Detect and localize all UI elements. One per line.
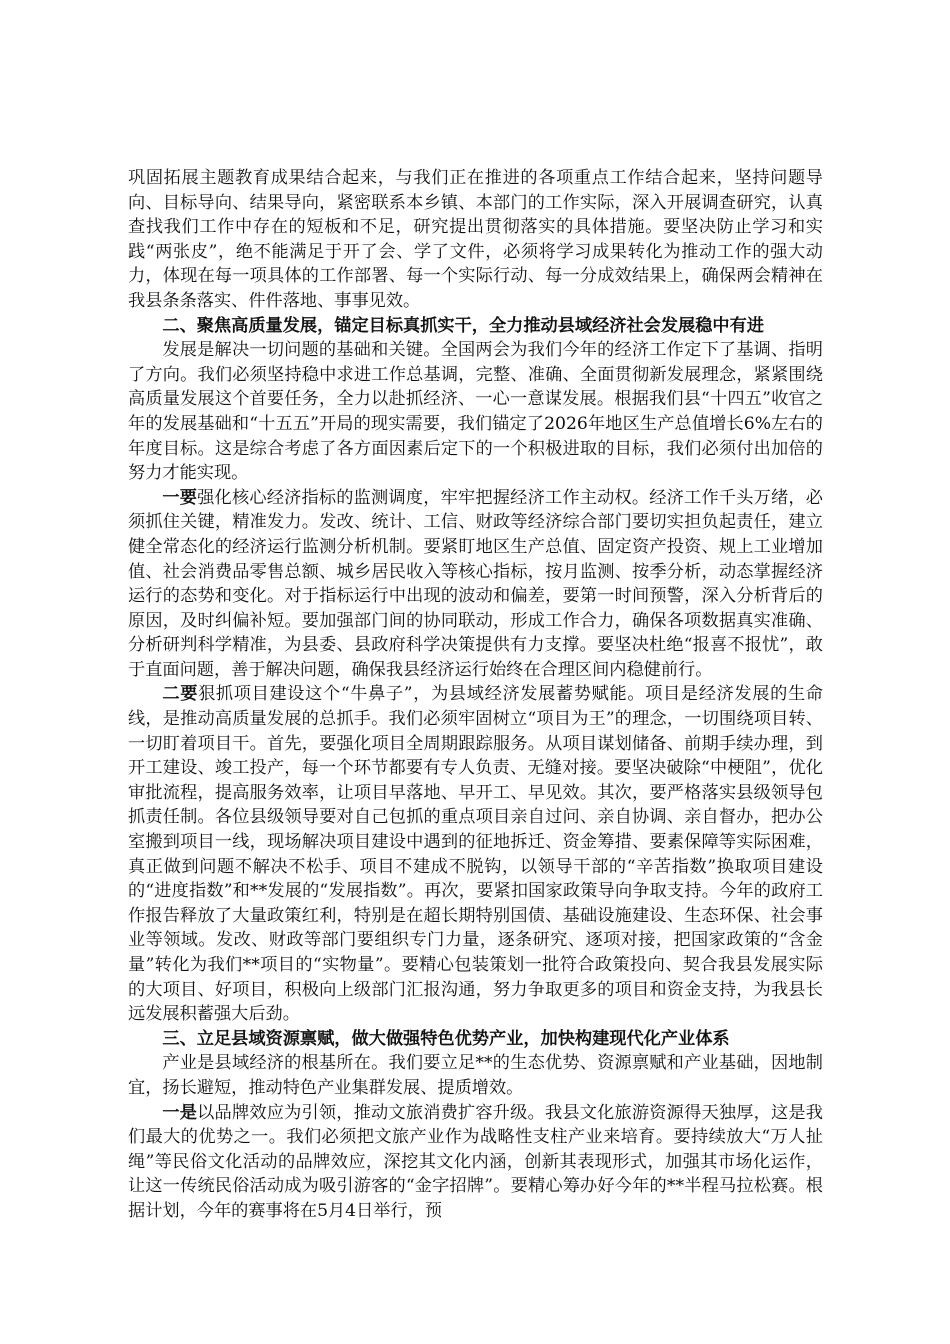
- section-heading-3: 三、立足县域资源禀赋，做大做强特色优势产业，加快构建现代化产业体系: [162, 1028, 730, 1049]
- point-lead: 二要: [162, 684, 199, 705]
- paragraph-body: 产业是县域经济的根基所在。我们要立足**的生态优势、资源禀赋和产业基础，因地制宜，扬长避短，推动特色产业集群发展、提质增效。: [128, 1053, 823, 1098]
- paragraph-body: 发展是解决一切问题的基础和关键。全国两会为我们今年的经济工作定下了基调、指明了方向。我们必须坚持稳中求进工作总基调，完整、准确、全面贯彻新发展理念，紧紧围绕高质量发展这个首要任务，全力以赴抓经济、一心一意谋发展。根据我们县“十四五”收官之年的发展基础和“十五五”开局的现实需要，我们锚定了2026年地区生产总值增长6%左右的年度目标。这是综合考虑了各方面因素后定下的一个积极进取的目标，我们必须付出加倍的努力才能实现。: [128, 340, 823, 484]
- point-text: 以品牌效应为引领，推动文旅消费扩容升级。我县文化旅游资源得天独厚，这是我们最大的优势之一。我们必须把文旅产业作为战略性支柱产业来培育。要持续放大“万人扯绳”等民俗文化活动的品牌效应，深挖其文化内涵，创新其表现形式，加强其市场化运作，让这一传统民俗活动成为吸引游客的“金字招牌”。要精心筹办好今年的**半程马拉松赛。根据计划，今年的赛事将在5月4日举行，预: [128, 1102, 823, 1221]
- paragraph-point-1: [128, 486, 823, 683]
- point-lead: 一是: [162, 1102, 198, 1123]
- point-text: 狠抓项目建设这个“牛鼻子”，为县域经济发展蓄势赋能。项目是经济发展的生命线，是推动高质量发展的总抓手。我们必须牢固树立“项目为王”的理念，一切围绕项目转、一切盯着项目干。首先，要强化项目全周期跟踪服务。从项目谋划储备、前期手续办理，到开工建设、竣工投产，每一个环节都要有专人负责、无缝对接。要坚决破除“中梗阻”，优化审批流程，提高服务效率，让项目早落地、早开工、早见效。其次，要严格落实县级领导包抓责任制。各位县级领导要对自己包抓的重点项目亲自过问、亲自协调、亲自督办，把办公室搬到项目一线，现场解决项目建设中遇到的征地拆迁、资金筹措、要素保障等实际困难，真正做到问题不解决不松手、项目不建成不脱钩，以领导干部的“辛苦指数”换取项目建设的“进度指数”和**发展的“发展指数”。再次，要紧扣国家政策导向争取支持。今年的政府工作报告释放了大量政策红利，特别是在超长期特别国债、基础设施建设、生态环保、社会事业等领域。发改、财政等部门要组织专门力量，逐条研究、逐项对接，把国家政策的“含金量”转化为我们**项目的“实物量”。要精心包装策划一批符合政策投向、契合我县发展实际的大项目、好项目，积极向上级部门汇报沟通，努力争取更多的项目和资金支持，为我县长远发展积蓄强大后劲。: [128, 684, 823, 1025]
- paragraph-point-2: [128, 682, 823, 1026]
- paragraph-continuation: 巩固拓展主题教育成果结合起来，与我们正在推进的各项重点工作结合起来，坚持问题导向、目标导向、结果导向，紧密联系本乡镇、本部门的工作实际，深入开展调查研究，认真查找我们工作中存在的短板和不足，研究提出贯彻落实的具体措施。要坚决防止学习和实践“两张皮”，绝不能满足于开了会、学了文件，必须将学习成果转化为推动工作的强大动力，体现在每一项具体的工作部署、每一个实际行动、每一分成效结果上，确保两会精神在我县条条落实、件件落地、事事见效。: [128, 168, 823, 311]
- section-heading-2: 二、聚焦高质量发展，锚定目标真抓实干，全力推动县域经济社会发展稳中有进: [162, 315, 764, 336]
- point-text: 强化核心经济指标的监测调度，牢牢把握经济工作主动权。经济工作千头万绪，必须抓住关键，精准发力。发改、统计、工信、财政等经济综合部门要切实担负起责任，建立健全常态化的经济运行监测分析机制。要紧盯地区生产总值、固定资产投资、规上工业增加值、社会消费品零售总额、城乡居民收入等核心指标，按月监测、按季分析，动态掌握经济运行的态势和变化。对于指标运行中出现的波动和偏差，要第一时间预警，深入分析背后的原因，及时纠偏补短。要加强部门间的协同联动，形成工作合力，确保各项数据真实准确、分析研判科学精准，为县委、县政府科学决策提供有力支撑。要坚决杜绝“报喜不报忧”，敢于直面问题，善于解决问题，确保我县经济运行始终在合理区间内稳健前行。: [128, 487, 823, 680]
- document-page: [128, 166, 823, 1224]
- point-lead: 一要: [162, 487, 198, 508]
- paragraph-point-3: [128, 1101, 823, 1224]
